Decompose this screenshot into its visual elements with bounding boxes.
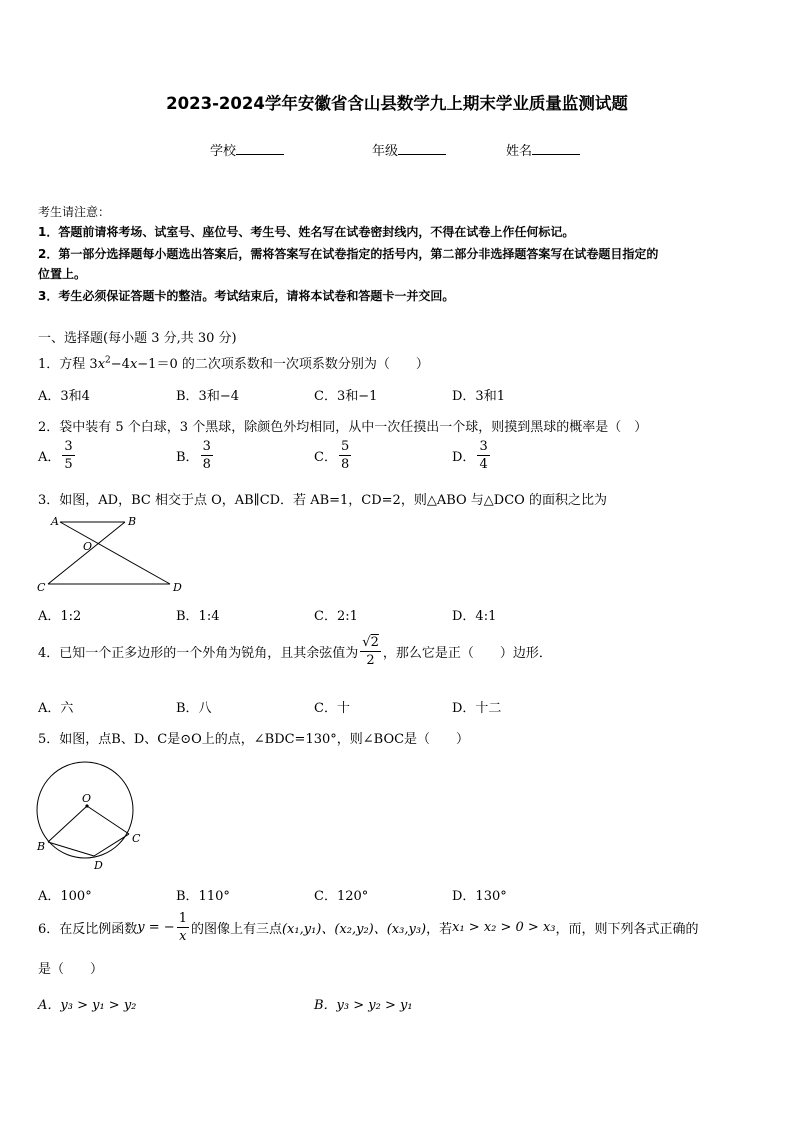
q6-func-lhs: y = − xyxy=(137,920,175,935)
q2-option-b[interactable] xyxy=(176,440,215,471)
q4-den: 2 xyxy=(366,653,375,668)
q3-stem: 3．如图，AD，BC 相交于点 O，AB∥CD．若 AB=1，CD=2，则△ABO 与△DCO 的面积之比为 xyxy=(38,493,607,508)
q3-figure xyxy=(34,512,184,594)
q3-option-b[interactable]: B．1:4 xyxy=(176,609,220,624)
section-heading: 一、选择题(每小题 3 分,共 30 分) xyxy=(38,331,237,346)
q2-option-d-num: 3 xyxy=(479,439,488,454)
q6-stem xyxy=(38,912,699,943)
q4-option-b[interactable]: B．八 xyxy=(176,701,212,716)
q1-stem-b: −4 xyxy=(110,357,130,372)
q2-option-a[interactable] xyxy=(38,440,77,471)
q2-option-d[interactable] xyxy=(452,440,492,471)
q1-stem-a: 1．方程 3 xyxy=(38,357,98,372)
q5-figure xyxy=(30,756,150,874)
notice-item-2: 2．第一部分选择题每小题选出答案后，需将答案写在试卷指定的括号内，第二部分非选择题答案写在试卷题目指定的 xyxy=(38,247,659,261)
q2-option-c-num: 5 xyxy=(340,439,350,454)
q1-option-d[interactable]: D．3和1 xyxy=(452,389,505,404)
q4-option-d[interactable]: D．十二 xyxy=(452,701,502,716)
q5-option-a[interactable]: A．100° xyxy=(38,889,92,904)
q6-points: (x₁,y₁)、(x₂,y₂)、(x₃,y₃) xyxy=(281,922,427,937)
q5-option-d[interactable]: D．130° xyxy=(452,889,507,904)
grade-field[interactable] xyxy=(372,140,446,159)
q2-option-c-den: 8 xyxy=(340,457,350,472)
q1-stem-c: −1＝0 的二次项系数和一次项系数分别为（ ） xyxy=(137,357,429,372)
q6-condition: x₁ > x₂ > 0 > x₃ xyxy=(452,920,556,935)
q2-option-a-num: 3 xyxy=(64,439,73,454)
label-o: O xyxy=(83,540,93,553)
q5-option-b[interactable]: B．110° xyxy=(176,889,230,904)
q6-option-b[interactable]: B．y₃ > y₂ > y₁ xyxy=(314,998,413,1013)
q2-option-d-label: D． xyxy=(452,450,476,465)
q3-option-a[interactable]: A．1:2 xyxy=(38,609,82,624)
q4-sqrt-num: 2 xyxy=(370,635,379,650)
q1-option-a[interactable]: A．3和4 xyxy=(38,389,90,404)
page-title: 2023-2024学年安徽省含山县数学九上期末学业质量监测试题 xyxy=(166,94,628,113)
q2-option-a-den: 5 xyxy=(64,457,73,472)
q2-option-c[interactable] xyxy=(314,440,353,471)
q1-option-c[interactable]: C．3和−1 xyxy=(314,389,378,404)
segment-bd xyxy=(48,842,94,856)
q6-func-den: x xyxy=(179,929,187,944)
circle-o xyxy=(37,762,133,858)
q3-option-c[interactable]: C．2:1 xyxy=(314,609,358,624)
label-b: B xyxy=(128,515,137,528)
q6-func-num: 1 xyxy=(178,911,187,926)
grade-blank[interactable] xyxy=(398,142,446,155)
label-d: D xyxy=(94,859,103,872)
q5-stem: 5．如图，点B、D、C是⊙O上的点，∠BDC=130°，则∠BOC是（ ） xyxy=(38,732,470,747)
q4-option-c[interactable]: C．十 xyxy=(314,701,350,716)
q1-option-b[interactable]: B．3和−4 xyxy=(176,389,239,404)
q5-option-c[interactable]: C．120° xyxy=(314,889,369,904)
q2-option-a-label: A． xyxy=(38,450,61,465)
name-blank[interactable] xyxy=(532,142,580,155)
q2-option-b-label: B． xyxy=(176,450,199,465)
segment-dc xyxy=(94,834,129,856)
grade-label: 年级 xyxy=(372,144,399,159)
name-label: 姓名 xyxy=(506,144,533,159)
q6-option-a[interactable]: A．y₃ > y₁ > y₂ xyxy=(38,998,137,1013)
label-a: A xyxy=(51,515,59,528)
q2-option-b-den: 8 xyxy=(202,457,211,472)
q6-stem-d: ，而，则下列各式正确的 xyxy=(555,922,699,937)
segment-bc xyxy=(48,522,125,584)
q2-option-b-num: 3 xyxy=(202,439,211,454)
notice-item-3: 3．考生必须保证答题卡的整洁。考试结束后，请将本试卷和答题卡一并交回。 xyxy=(38,289,455,303)
name-field[interactable] xyxy=(506,140,580,159)
label-d: D xyxy=(173,581,182,594)
q4-stem-a: 4．已知一个正多边形的一个外角为锐角，且其余弦值为 xyxy=(38,646,359,661)
notice-item-1: 1．答题前请将考场、试室号、座位号、考生号、姓名写在试卷密封线内，不得在试卷上作任何标记。 xyxy=(38,225,575,239)
school-blank[interactable] xyxy=(236,142,284,155)
q3-option-d[interactable]: D．4:1 xyxy=(452,609,497,624)
q4-option-a[interactable]: A．六 xyxy=(38,701,74,716)
q6-stem-c: ，若 xyxy=(426,922,453,937)
notice-item-2-cont: 位置上。 xyxy=(38,267,87,281)
segment-oc xyxy=(87,806,129,834)
q6-stem-cont: 是（ ） xyxy=(38,962,104,977)
q2-option-c-label: C． xyxy=(314,450,337,465)
q6-stem-a: 6．在反比例函数 xyxy=(38,922,138,937)
label-c: C xyxy=(132,832,141,845)
q4-stem-b: ，那么它是正（ ）边形． xyxy=(382,646,552,661)
q6-stem-b: 的图像上有三点 xyxy=(190,922,282,937)
school-label: 学校 xyxy=(210,144,237,159)
segment-ob xyxy=(48,806,87,842)
q2-option-d-den: 4 xyxy=(479,457,488,472)
school-field[interactable] xyxy=(210,140,284,159)
segment-ad xyxy=(60,522,170,584)
q2-stem: 2．袋中装有 5 个白球，3 个黑球，除颜色外均相同，从中一次任摸出一个球，则摸到黑球的概率是（ ） xyxy=(38,420,648,435)
notice-heading: 考生请注意： xyxy=(38,205,111,219)
label-c: C xyxy=(37,581,46,594)
label-o: O xyxy=(82,792,92,805)
q1-stem: 1．方程 $3x^2-4x-1=0$ 的二次项系数和一次项系数分别为（ ） xyxy=(38,355,429,372)
label-b: B xyxy=(37,840,46,853)
q4-stem: 4．已知一个正多边形的一个外角为锐角，且其余弦值为 $\frac{√2}{2}$ ，那么它是正（ ）边形． xyxy=(38,635,552,668)
